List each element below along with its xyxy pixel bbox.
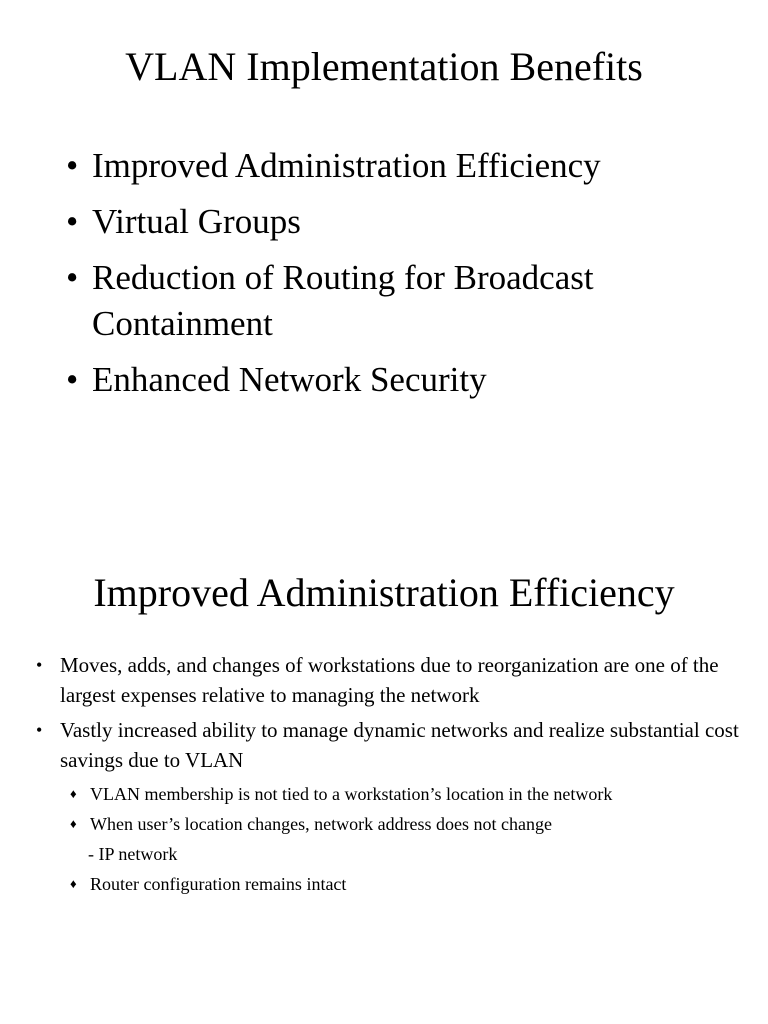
sub-bullet-text: Router configuration remains intact xyxy=(90,874,347,894)
list-item xyxy=(36,650,746,710)
bullet-text: Reduction of Routing for Broadcast Containment xyxy=(92,258,594,343)
diamond-bullet-icon: ♦ xyxy=(70,786,77,801)
sub-list-item xyxy=(70,869,746,899)
bullet-text: Vastly increased ability to manage dynamic networks and realize substantial cost savings due to VLAN xyxy=(60,718,739,772)
slide-1-bullet-list xyxy=(62,143,752,413)
slide-2 xyxy=(0,512,768,1024)
bullet-text: Improved Administration Efficiency xyxy=(92,146,601,185)
diamond-bullet-icon: ♦ xyxy=(70,876,77,891)
sub-list-item xyxy=(70,809,746,839)
sub-bullet-list xyxy=(60,779,746,899)
list-item xyxy=(62,199,752,245)
bullet-icon: • xyxy=(66,258,79,297)
list-item xyxy=(62,255,752,347)
diamond-bullet-icon: ♦ xyxy=(70,816,77,831)
sub-bullet-text: When user’s location changes, network address does not change xyxy=(90,814,553,834)
bullet-text: Virtual Groups xyxy=(92,202,301,241)
bullet-icon: • xyxy=(66,146,79,185)
sub-bullet-text: - IP network xyxy=(88,844,178,864)
slide-2-title: Improved Administration Efficiency xyxy=(93,570,675,615)
list-item xyxy=(62,357,752,403)
slide-2-bullet-list xyxy=(36,650,746,904)
slide-1-title: VLAN Implementation Benefits xyxy=(125,44,643,89)
bullet-text: Enhanced Network Security xyxy=(92,360,487,399)
list-item xyxy=(36,715,746,899)
bullet-icon: • xyxy=(36,720,43,740)
sub-list-item xyxy=(70,779,746,809)
bullet-icon: • xyxy=(66,202,79,241)
sub-list-item xyxy=(70,839,746,869)
bullet-icon: • xyxy=(66,360,79,399)
sub-bullet-text: VLAN membership is not tied to a workstation’s location in the network xyxy=(90,784,613,804)
bullet-icon: • xyxy=(36,655,43,675)
bullet-text: Moves, adds, and changes of workstations due to reorganization are one of the largest expenses relative to managing the network xyxy=(60,653,719,707)
list-item xyxy=(62,143,752,189)
